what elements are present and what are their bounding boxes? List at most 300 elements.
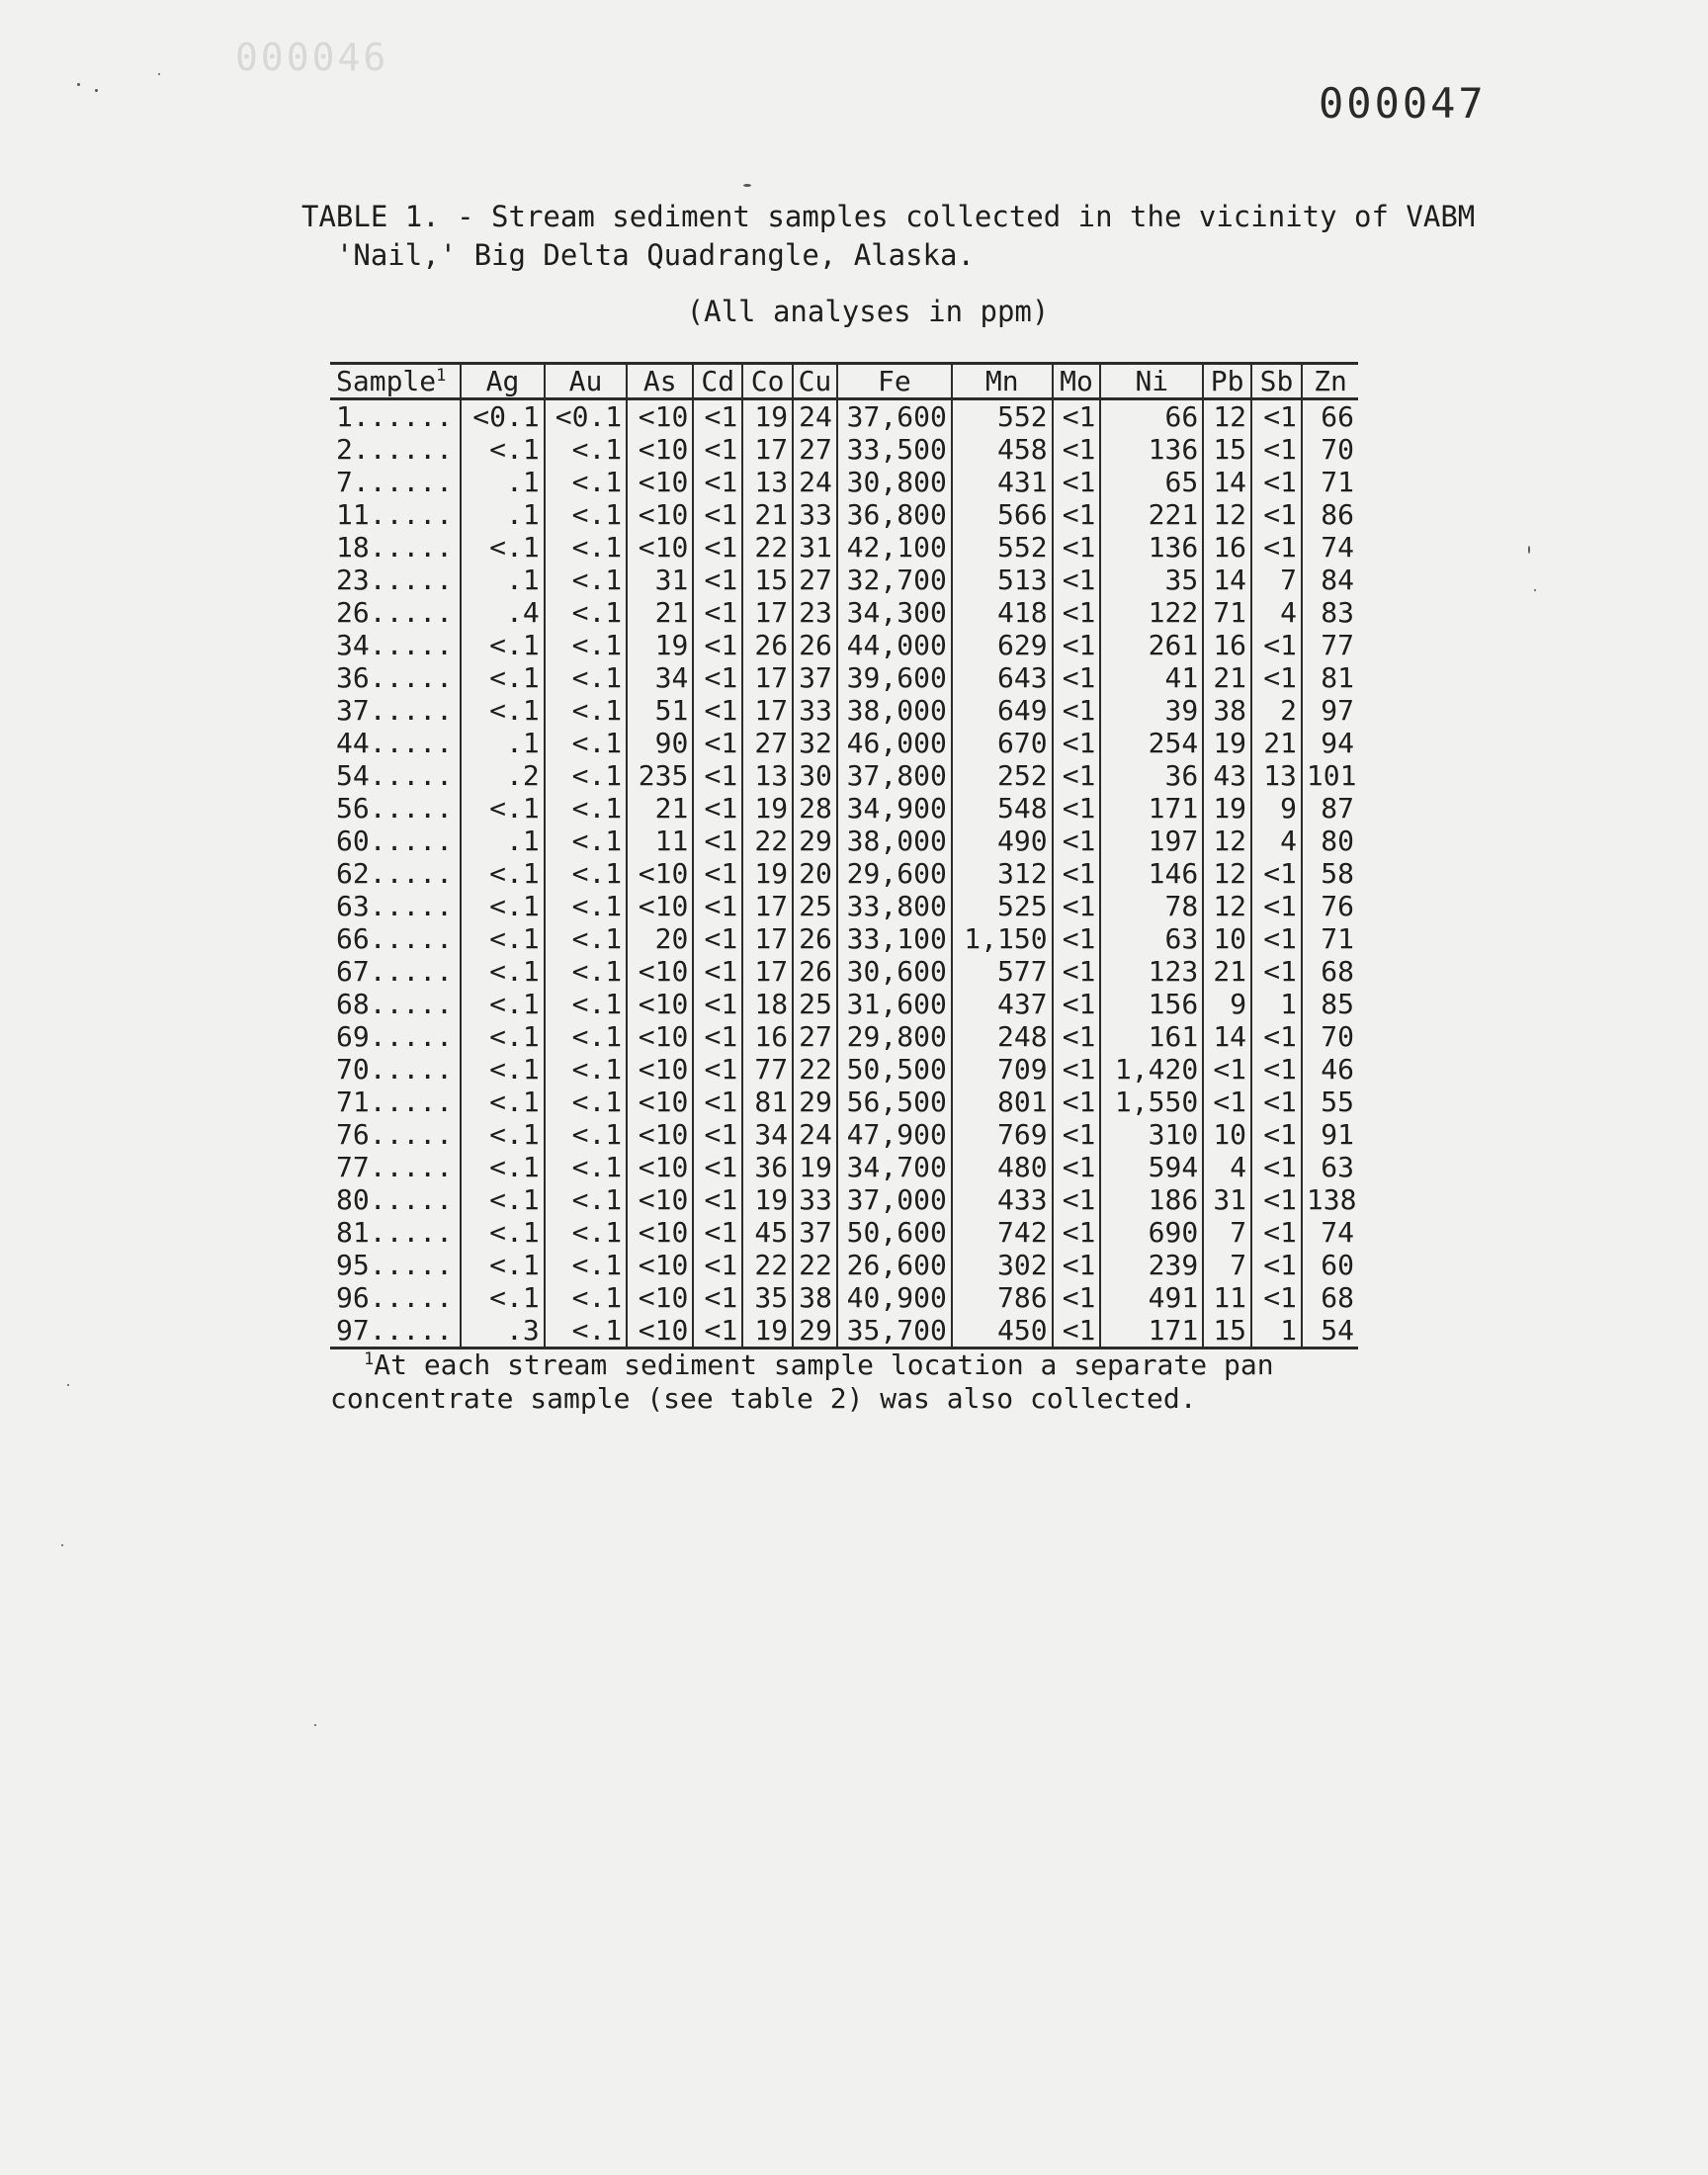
table-cell: 136 [1100,433,1203,466]
table-cell: 35 [742,1281,793,1314]
table-cell: 1 [1251,988,1302,1020]
scan-speck [61,1544,63,1546]
table-cell: 33,800 [837,890,952,922]
footnote-reference: 1 [436,366,447,386]
table-cell: 14 [1203,564,1251,596]
table-cell: <1 [1251,1151,1302,1183]
sample-id-cell: 34..... [336,629,454,661]
table-cell: <.1 [545,1281,627,1314]
table-cell: 29 [793,1086,837,1118]
table-cell: 629 [952,629,1053,661]
table-cell: 33 [793,498,837,531]
table-cell: <1 [693,399,742,434]
table-cell: 1,150 [952,922,1053,955]
table-cell: .4 [461,596,544,629]
table-cell: <1 [1053,1053,1101,1086]
table-row [330,1314,1358,1348]
table-cell: 37,000 [837,1183,952,1216]
table-cell: .1 [461,825,544,857]
table-row [330,792,1358,825]
table-row [330,1183,1358,1216]
table-cell: 450 [952,1314,1053,1348]
table-cell: <.1 [545,759,627,792]
header-row [330,364,1358,399]
table-row [330,1020,1358,1053]
table-cell: 248 [952,1020,1053,1053]
table-cell: 11 [627,825,693,857]
table-cell: <10 [627,1314,693,1348]
sample-id-cell: 71..... [336,1086,454,1118]
column-header: Fe [837,364,952,399]
table-row [330,1118,1358,1151]
table-cell: 71 [1203,596,1251,629]
table-cell: 525 [952,890,1053,922]
table-cell: 65 [1100,466,1203,498]
table-cell: 30,800 [837,466,952,498]
scan-speck [314,1724,316,1726]
table-cell: 13 [742,759,793,792]
table-cell: 769 [952,1118,1053,1151]
table-cell: 14 [1203,466,1251,498]
table-cell: 41 [1100,661,1203,694]
table-cell: 30 [793,759,837,792]
table-cell: <.1 [545,1020,627,1053]
table-cell: 690 [1100,1216,1203,1249]
table-cell: <1 [693,466,742,498]
table-cell: 66 [1100,399,1203,434]
table-row [330,890,1358,922]
table-cell: 63 [1302,1151,1358,1183]
table-cell: <1 [1251,890,1302,922]
table-cell: 34,900 [837,792,952,825]
table-cell: 22 [742,1249,793,1281]
table-cell: <1 [1053,1249,1101,1281]
table-cell: 4 [1251,825,1302,857]
table-cell: 302 [952,1249,1053,1281]
table-cell: <1 [1053,629,1101,661]
table-cell: <.1 [461,1118,544,1151]
table-cell: <1 [693,1151,742,1183]
table-cell: <1 [693,1249,742,1281]
table-cell: <.1 [545,564,627,596]
sample-id-cell: 81..... [336,1216,454,1249]
table-cell: <.1 [461,1249,544,1281]
sediment-data-table [330,362,1358,1349]
table-cell: 9 [1251,792,1302,825]
sample-id-cell: 80..... [336,1183,454,1216]
column-header: Sb [1251,364,1302,399]
table-cell: <.1 [545,531,627,564]
table-cell: <1 [693,1086,742,1118]
table-cell: <.1 [461,1183,544,1216]
table-cell: 34,300 [837,596,952,629]
table-cell: <.1 [545,792,627,825]
table-cell: <1 [693,564,742,596]
column-header: Zn [1302,364,1358,399]
table-cell: 17 [742,890,793,922]
table-cell: 312 [952,857,1053,890]
table-cell: <10 [627,399,693,434]
table-cell: <.1 [545,955,627,988]
table-cell: 1,420 [1100,1053,1203,1086]
table-cell: <1 [1251,399,1302,434]
column-header: Pb [1203,364,1251,399]
scan-speck [95,89,98,92]
table-cell: 32 [793,727,837,759]
table-cell: <1 [693,1216,742,1249]
table-cell: 27 [793,1020,837,1053]
table-cell: 801 [952,1086,1053,1118]
table-cell: 20 [793,857,837,890]
table-cell: 1 [1251,1314,1302,1348]
table-cell: 12 [1203,890,1251,922]
table-cell: <1 [1053,988,1101,1020]
table-cell: 31,600 [837,988,952,1020]
table-cell: 490 [952,825,1053,857]
table-cell: 68 [1302,955,1358,988]
table-cell: 21 [1251,727,1302,759]
table-cell: 97 [1302,694,1358,727]
table-cell: <.1 [545,596,627,629]
table-cell: <1 [1053,1086,1101,1118]
table-cell: 4 [1203,1151,1251,1183]
table-cell: <.1 [461,629,544,661]
table-cell: 91 [1302,1118,1358,1151]
table-cell: <10 [627,955,693,988]
table-cell: 19 [1203,792,1251,825]
table-cell: 30,600 [837,955,952,988]
sample-id-cell: 70..... [336,1053,454,1086]
table-cell: <10 [627,857,693,890]
table-cell: 7 [1203,1249,1251,1281]
sample-id-cell: 69..... [336,1020,454,1053]
table-cell: <1 [1053,727,1101,759]
table-cell: 310 [1100,1118,1203,1151]
table-cell: 46 [1302,1053,1358,1086]
table-cell: <.1 [545,857,627,890]
table-cell: 70 [1302,1020,1358,1053]
table-cell: 15 [1203,433,1251,466]
table-cell: <1 [1053,564,1101,596]
table-cell: 23 [793,596,837,629]
table-cell: <1 [1251,955,1302,988]
table-cell: 26 [793,922,837,955]
table-cell: 10 [1203,922,1251,955]
table-cell: 221 [1100,498,1203,531]
table-cell: 12 [1203,399,1251,434]
table-cell: 78 [1100,890,1203,922]
table-cell: 39 [1100,694,1203,727]
table-cell: <.1 [545,498,627,531]
table-cell: <1 [1251,498,1302,531]
table-cell: 22 [793,1249,837,1281]
sample-id-cell: 11..... [336,498,454,531]
table-cell: 138 [1302,1183,1358,1216]
table-cell: <1 [1053,1314,1101,1348]
table-cell: 35 [1100,564,1203,596]
table-title: TABLE 1. - Stream sediment samples collected in the vicinity of VABM 'Nail,' Big Delta Quadrangle, Alaska. [301,200,1476,272]
table-cell: 552 [952,399,1053,434]
table-cell: <1 [693,1183,742,1216]
column-header: Ag [461,364,544,399]
table-row [330,825,1358,857]
table-cell: <1 [1251,433,1302,466]
table-cell: 9 [1203,988,1251,1020]
table-cell: <10 [627,531,693,564]
table-cell: <1 [1251,1249,1302,1281]
table-cell: <.1 [461,1053,544,1086]
table-cell: 44,000 [837,629,952,661]
table-cell: 15 [742,564,793,596]
table-cell: 24 [793,466,837,498]
table-cell: <.1 [461,1086,544,1118]
table-cell: 35,700 [837,1314,952,1348]
table-cell: <.1 [461,857,544,890]
table-cell: <1 [693,629,742,661]
table-cell: <10 [627,498,693,531]
table-cell: 101 [1302,759,1358,792]
table-cell: <10 [627,1281,693,1314]
table-cell: 21 [627,792,693,825]
table-cell: 68 [1302,1281,1358,1314]
table-cell: <1 [1053,433,1101,466]
table-cell: 54 [1302,1314,1358,1348]
table-cell: <1 [693,1281,742,1314]
table-cell: 85 [1302,988,1358,1020]
sample-id-cell: 97..... [330,1314,461,1348]
table-cell: 29 [793,1314,837,1348]
table-cell: <1 [693,1118,742,1151]
table-cell: 34,700 [837,1151,952,1183]
table-cell: 437 [952,988,1053,1020]
table-cell: <1 [693,988,742,1020]
table-cell: <1 [1053,498,1101,531]
table-cell: 58 [1302,857,1358,890]
table-cell: 51 [627,694,693,727]
table-cell: <.1 [545,1151,627,1183]
table-cell: 16 [1203,531,1251,564]
footnote-mark: 1 [364,1349,375,1369]
table-cell: 19 [742,792,793,825]
table-cell: <1 [1251,1086,1302,1118]
table-cell: <10 [627,433,693,466]
table-cell: <1 [693,661,742,694]
table-cell: 47,900 [837,1118,952,1151]
table-cell: 197 [1100,825,1203,857]
table-cell: 32,700 [837,564,952,596]
column-header: Co [742,364,793,399]
table-cell: <.1 [461,531,544,564]
table-cell: <1 [1053,922,1101,955]
table-cell: 252 [952,759,1053,792]
table-cell: 136 [1100,531,1203,564]
table-cell: <1 [1053,1216,1101,1249]
faint-bleed-through-number: 000046 [235,36,389,79]
table-cell: 122 [1100,596,1203,629]
table-cell: 13 [742,466,793,498]
table-row [330,1086,1358,1118]
table-cell: 36,800 [837,498,952,531]
table-cell: 29 [793,825,837,857]
scan-speck [1534,589,1536,591]
sample-id-cell: 76..... [336,1118,454,1151]
table-cell: <.1 [545,629,627,661]
table-row [330,466,1358,498]
table-cell: 50,600 [837,1216,952,1249]
table-cell: 11 [1203,1281,1251,1314]
scan-speck [743,184,751,187]
table-cell: 566 [952,498,1053,531]
table-cell: 18 [742,988,793,1020]
table-cell: 74 [1302,531,1358,564]
sample-id-cell: 37..... [336,694,454,727]
table-cell: 4 [1251,596,1302,629]
table-cell: 12 [1203,825,1251,857]
table-cell: <.1 [545,1118,627,1151]
table-row [330,1281,1358,1314]
table-cell: 7 [1203,1216,1251,1249]
sample-id-cell: 66..... [336,922,454,955]
table-cell: 16 [742,1020,793,1053]
table-cell: 19 [742,1183,793,1216]
table-cell: 123 [1100,955,1203,988]
column-header: Cd [693,364,742,399]
table-cell: 37 [793,1216,837,1249]
table-cell: <10 [627,1183,693,1216]
table-cell: 71 [1302,466,1358,498]
table-cell: 649 [952,694,1053,727]
table-cell: 70 [1302,433,1358,466]
table-cell: 17 [742,661,793,694]
table-cell: <1 [693,857,742,890]
sample-id-cell: 23..... [336,564,454,596]
table-cell: <1 [1053,857,1101,890]
table-cell: 19 [1203,727,1251,759]
table-cell: 13 [1251,759,1302,792]
table-cell: <0.1 [461,399,544,434]
table-cell: 27 [793,433,837,466]
table-cell: 37 [793,661,837,694]
table-cell: 17 [742,694,793,727]
table-cell: <10 [627,1216,693,1249]
table-cell: <1 [1203,1086,1251,1118]
sample-id-cell: 56..... [336,792,454,825]
scan-speck [158,73,160,75]
table-cell: 24 [793,1118,837,1151]
table-cell: <1 [1053,661,1101,694]
table-row [330,661,1358,694]
sample-id-cell: 62..... [336,857,454,890]
table-cell: 26 [793,955,837,988]
table-cell: <.1 [461,661,544,694]
table-row [330,399,1358,434]
table-row [330,433,1358,466]
table-cell: <10 [627,1151,693,1183]
table-cell: <1 [693,792,742,825]
subtitle-text: (All analyses in ppm) [686,295,1050,328]
table-cell: 548 [952,792,1053,825]
table-cell: <1 [1053,694,1101,727]
table-cell: <1 [1251,857,1302,890]
column-header: As [627,364,693,399]
table-cell: <1 [1053,1183,1101,1216]
table-cell: <1 [1053,825,1101,857]
sample-id-cell: 77..... [336,1151,454,1183]
table-cell: <1 [693,759,742,792]
table-cell: 25 [793,890,837,922]
table-cell: <.1 [545,1183,627,1216]
table-cell: 20 [627,922,693,955]
table-cell: 87 [1302,792,1358,825]
table-cell: <1 [693,694,742,727]
table-row [330,564,1358,596]
table-cell: <1 [1251,1183,1302,1216]
table-cell: <10 [627,988,693,1020]
table-cell: <.1 [545,988,627,1020]
table-cell: <1 [1053,759,1101,792]
table-cell: <.1 [545,661,627,694]
table-footnote [330,1348,1417,1416]
table-cell: 15 [1203,1314,1251,1348]
table-cell: 31 [793,531,837,564]
table-cell: <1 [1053,466,1101,498]
table-cell: <.1 [461,433,544,466]
table-cell: 14 [1203,1020,1251,1053]
table-cell: 19 [742,857,793,890]
table-cell: <1 [1203,1053,1251,1086]
table-cell: <10 [627,1053,693,1086]
table-cell: 26 [793,629,837,661]
table-cell: 31 [627,564,693,596]
table-subtitle [0,295,1708,328]
scan-speck [77,83,80,86]
table-body [330,399,1358,1348]
table-cell: 77 [742,1053,793,1086]
table-cell: 38 [793,1281,837,1314]
table-cell: 33 [793,694,837,727]
table-cell: <1 [1053,531,1101,564]
table-cell: .1 [461,564,544,596]
sample-id-cell: 2...... [336,433,454,466]
table-cell: 156 [1100,988,1203,1020]
table-cell: 34 [742,1118,793,1151]
table-cell: <1 [693,1053,742,1086]
table-cell: 38,000 [837,825,952,857]
table-cell: 146 [1100,857,1203,890]
table-row [330,694,1358,727]
table-cell: <.1 [545,1249,627,1281]
table-cell: 577 [952,955,1053,988]
table-cell: <.1 [461,890,544,922]
table-cell: 56,500 [837,1086,952,1118]
table-cell: 76 [1302,890,1358,922]
table-cell: 235 [627,759,693,792]
table-cell: <.1 [461,694,544,727]
table-cell: <.1 [461,1216,544,1249]
table-cell: 552 [952,531,1053,564]
table-cell: 21 [742,498,793,531]
table-row [330,857,1358,890]
table-cell: <.1 [545,825,627,857]
table-cell: <.1 [461,922,544,955]
sample-id-cell: 1...... [336,400,454,433]
table-cell: 40,900 [837,1281,952,1314]
table-cell: 94 [1302,727,1358,759]
table-cell: 786 [952,1281,1053,1314]
table-cell: <1 [1251,466,1302,498]
table-cell: 480 [952,1151,1053,1183]
table-row [330,1053,1358,1086]
